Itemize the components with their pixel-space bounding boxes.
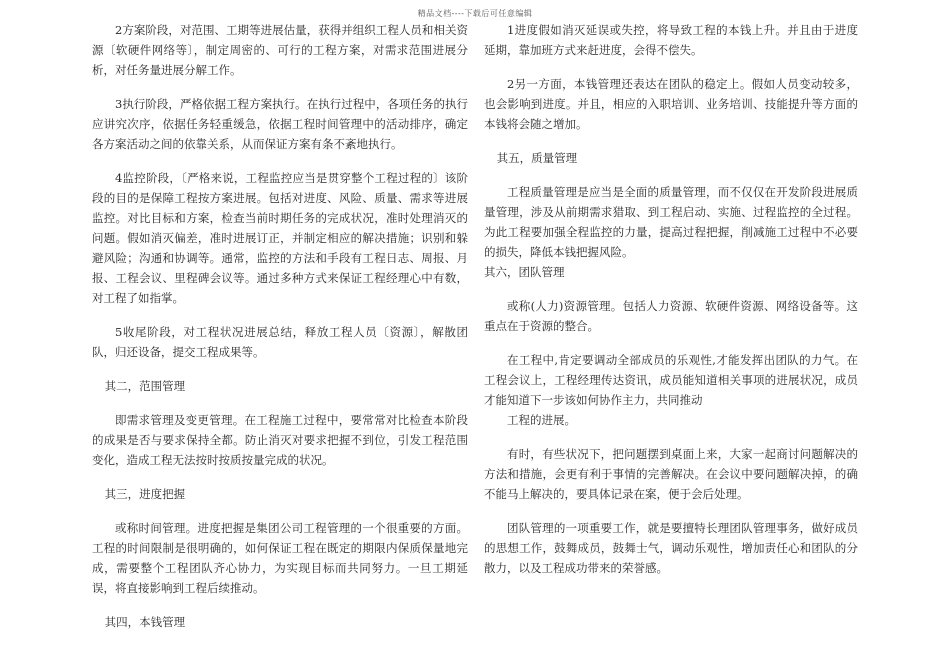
section-heading: 其六，团队管理 (484, 265, 565, 279)
paragraph: 3执行阶段，严格依据工程方案执行。在执行过程中，各项任务的执行应讲究次序，依据任务轻重缓急，依据工程时间管理中的活动排序，确定各方案活动之间的依靠关系，从而保证方案有条不紊地执行。 (92, 97, 468, 151)
page-header: 精品文档----下载后可任意编辑 (417, 9, 533, 18)
paragraph: 团队管理的一项重要工作，就是要擅特长理团队管理事务，做好成员的思想工作，鼓舞成员，鼓舞士气，调动乐观性，增加责任心和团队的分散力，以及工程成功带来的荣誉感。 (484, 521, 858, 575)
paragraph: 工程的进展。 (507, 413, 576, 427)
paragraph: 2方案阶段，对范围、工期等进展估量，获得并组织工程人员和相关资源〔软硬件网络等〕，制定周密的、可行的工程方案，对需求范围进展分析，对任务量进展分解工作。 (92, 23, 468, 77)
paragraph: 5收尾阶段，对工程状况进展总结，释放工程人员〔资源〕，解散团队，归还设备，提交工程成果等。 (92, 325, 468, 359)
paragraph: 在工程中,肯定要调动全部成员的乐观性,才能发挥出团队的力气。在工程会议上，工程经理传达资讯，成员能知道相关事项的进展状况，成员才能知道下一步该如何协作主力，共同推动 (484, 353, 858, 407)
left-column (92, 20, 468, 646)
right-column (484, 20, 858, 592)
paragraph: 4监控阶段，〔严格来说，工程监控应当是贯穿整个工程过程的〕该阶段的目的是保障工程按方案进展。包括对进度、风险、质量、需求等进展监控。对比目标和方案，检查当前时期任务的完成状况，准时处理消灭的问题。假如消灭偏差，准时进展订正，并制定相应的解决措施；识别和躲避风险；沟通和协调等。通常，监控的方法和手段有工程日志、周报、月报、工程会议、里程碑会议等。通过多种方式来保证工程经理心中有数，对工程了如指掌。 (92, 171, 468, 305)
section-heading: 其二，范围管理 (104, 379, 186, 393)
section-heading: 其四，本钱管理 (104, 615, 186, 629)
paragraph: 工程质量管理是应当是全面的质量管理，而不仅仅在开发阶段进展质量管理，涉及从前期需求猎取、到工程启动、实施、过程监控的全过程。为此工程要加强全程监控的力量，提高过程把握，削减施工过程中不必要的损失，降低本钱把握风险。 (484, 185, 858, 259)
paragraph: 2另一方面，本钱管理还表达在团队的稳定上。假如人员变动较多，也会影响到进度。并且，相应的入职培训、业务培训、技能提升等方面的本钱将会随之增加。 (484, 77, 858, 131)
section-heading: 其三，进度把握 (104, 487, 186, 501)
paragraph: 或称(人力)资源管理。包括人力资源、软硬件资源、网络设备等。这重点在于资源的整合。 (484, 299, 858, 333)
paragraph: 有时，有些状况下，把问题摆到桌面上来，大家一起商讨问题解决的方法和措施，会更有利于事情的完善解决。在会议中要问题解决掉，的确不能马上解决的，要具体记录在案，便于会后处理。 (484, 447, 858, 501)
paragraph: 或称时间管理。进度把握是集团公司工程管理的一个很重要的方面。工程的时间限制是很明确的，如何保证工程在既定的期限内保质保量地完成，需要整个工程团队齐心协力，为实现目标而共同努力。一旦工期延误，将直接影响到工程后续推动。 (92, 521, 468, 595)
paragraph: 即需求管理及变更管理。在工程施工过程中，要常常对比检查本阶段的成果是否与要求保持全都。防止消灭对要求把握不到位，引发工程范围变化，造成工程无法按时按质按量完成的状况。 (92, 413, 468, 467)
paragraph: 1进度假如消灭延误或失控，将导致工程的本钱上升。并且由于进度延期，靠加班方式来赶进度，会得不偿失。 (484, 23, 858, 57)
section-heading: 其五，质量管理 (496, 151, 578, 165)
